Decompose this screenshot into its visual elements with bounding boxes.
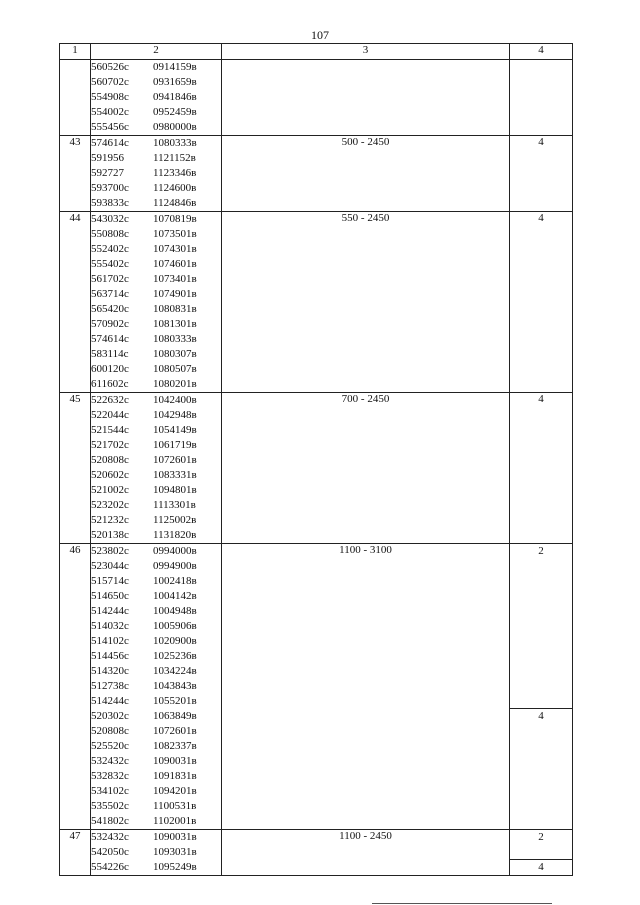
- code-row: [91, 845, 221, 860]
- code-row: [91, 814, 221, 829]
- codes-cell: [91, 393, 222, 544]
- header-row: [60, 44, 573, 60]
- code-primary: 554908с: [91, 91, 129, 103]
- code-row: [91, 317, 221, 332]
- code-row: [91, 347, 221, 362]
- code-primary: 522632с: [91, 394, 129, 406]
- data-table: [59, 43, 573, 876]
- code-row: [91, 784, 221, 799]
- code-row: [91, 709, 221, 724]
- header-col-4: 4: [510, 44, 573, 60]
- code-row: [91, 332, 221, 347]
- code-secondary: 1113301в: [153, 499, 196, 511]
- code-secondary: 1095249в: [153, 861, 197, 873]
- code-primary: 522044с: [91, 409, 129, 421]
- code-row: [91, 559, 221, 574]
- code-secondary: 1125002в: [153, 514, 197, 526]
- code-row: [91, 769, 221, 784]
- code-secondary: 1080831в: [153, 303, 197, 315]
- code-secondary: 1090031в: [153, 831, 197, 843]
- code-row: [91, 257, 221, 272]
- code-secondary: 0931659в: [153, 76, 197, 88]
- row-number-cell: [60, 60, 91, 136]
- range-cell: 700 - 2450: [222, 393, 510, 544]
- code-row: [91, 649, 221, 664]
- col4-bottom: 4: [538, 861, 544, 873]
- table-row: [60, 60, 573, 136]
- code-primary: 570902с: [91, 318, 129, 330]
- code-secondary: 0952459в: [153, 106, 197, 118]
- code-row: [91, 212, 221, 227]
- header-col-2: 2: [91, 44, 222, 60]
- code-row: [91, 604, 221, 619]
- range-cell: 500 - 2450: [222, 136, 510, 212]
- code-primary: 525520с: [91, 740, 129, 752]
- table-row: [60, 544, 573, 830]
- code-secondary: 1002418в: [153, 575, 197, 587]
- code-row: [91, 860, 221, 875]
- code-primary: 534102с: [91, 785, 129, 797]
- code-secondary: 0994000в: [153, 545, 197, 557]
- code-secondary: 1094201в: [153, 785, 197, 797]
- code-secondary: 1080201в: [153, 378, 197, 390]
- code-primary: 532432с: [91, 831, 129, 843]
- code-secondary: 1094801в: [153, 484, 197, 496]
- code-primary: 520138с: [91, 529, 129, 541]
- code-row: [91, 75, 221, 90]
- code-secondary: 1074901в: [153, 288, 197, 300]
- code-secondary: 1073401в: [153, 273, 197, 285]
- code-secondary: 1004948в: [153, 605, 197, 617]
- code-primary: 555402с: [91, 258, 129, 270]
- code-primary: 523202с: [91, 499, 129, 511]
- code-secondary: 1072601в: [153, 725, 197, 737]
- code-row: [91, 287, 221, 302]
- code-row: [91, 408, 221, 423]
- code-secondary: 1034224в: [153, 665, 197, 677]
- code-primary: 521702с: [91, 439, 129, 451]
- code-secondary: 1070819в: [153, 213, 197, 225]
- code-secondary: 1072601в: [153, 454, 197, 466]
- col4-cell: 4: [510, 393, 573, 544]
- page-number: 107: [311, 28, 329, 42]
- code-row: [91, 242, 221, 257]
- row-number-cell: 43: [60, 136, 91, 212]
- code-row: [91, 453, 221, 468]
- table-row: [60, 393, 573, 544]
- col4-cell: 4: [510, 136, 573, 212]
- code-row: [91, 694, 221, 709]
- code-secondary: 1042948в: [153, 409, 197, 421]
- code-secondary: 0980000в: [153, 121, 197, 133]
- col4-top: 2: [510, 544, 572, 709]
- code-secondary: 1102001в: [153, 815, 197, 827]
- code-primary: 560526с: [91, 61, 129, 73]
- code-primary: 593700с: [91, 182, 129, 194]
- codes-cell: [91, 60, 222, 136]
- code-secondary: 1004142в: [153, 590, 197, 602]
- codes-cell: [91, 544, 222, 830]
- code-secondary: 1074301в: [153, 243, 197, 255]
- code-row: [91, 181, 221, 196]
- code-row: [91, 724, 221, 739]
- code-primary: 514244с: [91, 605, 129, 617]
- code-secondary: 1061719в: [153, 439, 197, 451]
- code-primary: 514456с: [91, 650, 129, 662]
- code-secondary: 1054149в: [153, 424, 197, 436]
- code-row: [91, 105, 221, 120]
- code-primary: 532432с: [91, 755, 129, 767]
- code-row: [91, 196, 221, 211]
- col4-bottom: 4: [538, 710, 544, 722]
- code-primary: 512738с: [91, 680, 129, 692]
- code-primary: 552402с: [91, 243, 129, 255]
- code-row: [91, 739, 221, 754]
- code-secondary: 0914159в: [153, 61, 197, 73]
- code-row: [91, 60, 221, 75]
- code-row: [91, 377, 221, 392]
- code-primary: 611602с: [91, 378, 129, 390]
- code-primary: 523802с: [91, 545, 129, 557]
- table-row: [60, 212, 573, 393]
- col4-top: 2: [510, 830, 572, 860]
- code-row: [91, 393, 221, 408]
- code-secondary: 1123346в: [153, 167, 197, 179]
- code-primary: 560702с: [91, 76, 129, 88]
- code-secondary: 1124600в: [153, 182, 197, 194]
- footer-rule: [372, 903, 552, 904]
- col4-split-cell: [510, 544, 573, 830]
- row-number-cell: 46: [60, 544, 91, 830]
- code-primary: 541802с: [91, 815, 129, 827]
- code-row: [91, 423, 221, 438]
- code-row: [91, 362, 221, 377]
- col4-cell: [510, 60, 573, 136]
- code-primary: 550808с: [91, 228, 129, 240]
- range-cell: [222, 60, 510, 136]
- code-primary: 591956: [91, 152, 124, 164]
- code-primary: 592727: [91, 167, 124, 179]
- code-row: [91, 619, 221, 634]
- code-secondary: 1020900в: [153, 635, 197, 647]
- code-row: [91, 438, 221, 453]
- table-row: [60, 830, 573, 876]
- range-cell: 1100 - 2450: [222, 830, 510, 876]
- code-primary: 514032с: [91, 620, 129, 632]
- code-secondary: 1081301в: [153, 318, 197, 330]
- code-primary: 532832с: [91, 770, 129, 782]
- code-row: [91, 799, 221, 814]
- code-primary: 520302с: [91, 710, 129, 722]
- code-secondary: 1124846в: [153, 197, 197, 209]
- codes-cell: [91, 830, 222, 876]
- code-secondary: 1043843в: [153, 680, 197, 692]
- code-row: [91, 468, 221, 483]
- code-primary: 555456с: [91, 121, 129, 133]
- code-primary: 535502с: [91, 800, 129, 812]
- code-row: [91, 544, 221, 559]
- code-secondary: 1080333в: [153, 333, 197, 345]
- code-row: [91, 574, 221, 589]
- code-secondary: 1074601в: [153, 258, 197, 270]
- code-primary: 574614с: [91, 333, 129, 345]
- table-row: [60, 136, 573, 212]
- code-primary: 515714с: [91, 575, 129, 587]
- code-row: [91, 498, 221, 513]
- codes-cell: [91, 136, 222, 212]
- code-primary: 554226с: [91, 861, 129, 873]
- code-row: [91, 679, 221, 694]
- code-primary: 563714с: [91, 288, 129, 300]
- code-primary: 520808с: [91, 454, 129, 466]
- code-row: [91, 528, 221, 543]
- code-row: [91, 830, 221, 845]
- codes-cell: [91, 212, 222, 393]
- row-number-cell: 47: [60, 830, 91, 876]
- code-secondary: 1080307в: [153, 348, 197, 360]
- code-secondary: 1090031в: [153, 755, 197, 767]
- code-secondary: 1073501в: [153, 228, 197, 240]
- code-row: [91, 151, 221, 166]
- code-secondary: 1005906в: [153, 620, 197, 632]
- code-row: [91, 513, 221, 528]
- row-number-cell: 45: [60, 393, 91, 544]
- code-secondary: 1121152в: [153, 152, 196, 164]
- code-secondary: 0941846в: [153, 91, 197, 103]
- code-secondary: 1082337в: [153, 740, 197, 752]
- col4-split-cell: [510, 830, 573, 876]
- code-primary: 583114с: [91, 348, 129, 360]
- code-secondary: 1025236в: [153, 650, 197, 662]
- col4-cell: 4: [510, 212, 573, 393]
- range-cell: 550 - 2450: [222, 212, 510, 393]
- code-row: [91, 302, 221, 317]
- code-secondary: 1100531в: [153, 800, 197, 812]
- code-primary: 521002с: [91, 484, 129, 496]
- code-row: [91, 272, 221, 287]
- code-secondary: 0994900в: [153, 560, 197, 572]
- code-row: [91, 754, 221, 769]
- code-primary: 514650с: [91, 590, 129, 602]
- code-secondary: 1063849в: [153, 710, 197, 722]
- header-col-1: 1: [60, 44, 91, 60]
- code-secondary: 1091831в: [153, 770, 197, 782]
- code-secondary: 1083331в: [153, 469, 197, 481]
- code-row: [91, 634, 221, 649]
- code-row: [91, 664, 221, 679]
- code-row: [91, 120, 221, 135]
- code-primary: 520808с: [91, 725, 129, 737]
- range-cell: 1100 - 3100: [222, 544, 510, 830]
- code-row: [91, 90, 221, 105]
- code-secondary: 1055201в: [153, 695, 197, 707]
- row-number-cell: 44: [60, 212, 91, 393]
- code-row: [91, 166, 221, 181]
- code-primary: 514102с: [91, 635, 129, 647]
- code-primary: 521232с: [91, 514, 129, 526]
- code-primary: 543032с: [91, 213, 129, 225]
- code-secondary: 1093031в: [153, 846, 197, 858]
- code-row: [91, 589, 221, 604]
- code-primary: 542050с: [91, 846, 129, 858]
- code-primary: 561702с: [91, 273, 129, 285]
- code-row: [91, 136, 221, 151]
- code-primary: 593833с: [91, 197, 129, 209]
- code-secondary: 1131820в: [153, 529, 197, 541]
- code-primary: 514320с: [91, 665, 129, 677]
- code-secondary: 1080333в: [153, 137, 197, 149]
- code-primary: 514244с: [91, 695, 129, 707]
- code-primary: 574614с: [91, 137, 129, 149]
- header-col-3: 3: [222, 44, 510, 60]
- code-secondary: 1080507в: [153, 363, 197, 375]
- code-primary: 521544с: [91, 424, 129, 436]
- code-secondary: 1042400в: [153, 394, 197, 406]
- code-primary: 554002с: [91, 106, 129, 118]
- code-primary: 520602с: [91, 469, 129, 481]
- code-row: [91, 227, 221, 242]
- code-primary: 565420с: [91, 303, 129, 315]
- code-row: [91, 483, 221, 498]
- code-primary: 600120с: [91, 363, 129, 375]
- code-primary: 523044с: [91, 560, 129, 572]
